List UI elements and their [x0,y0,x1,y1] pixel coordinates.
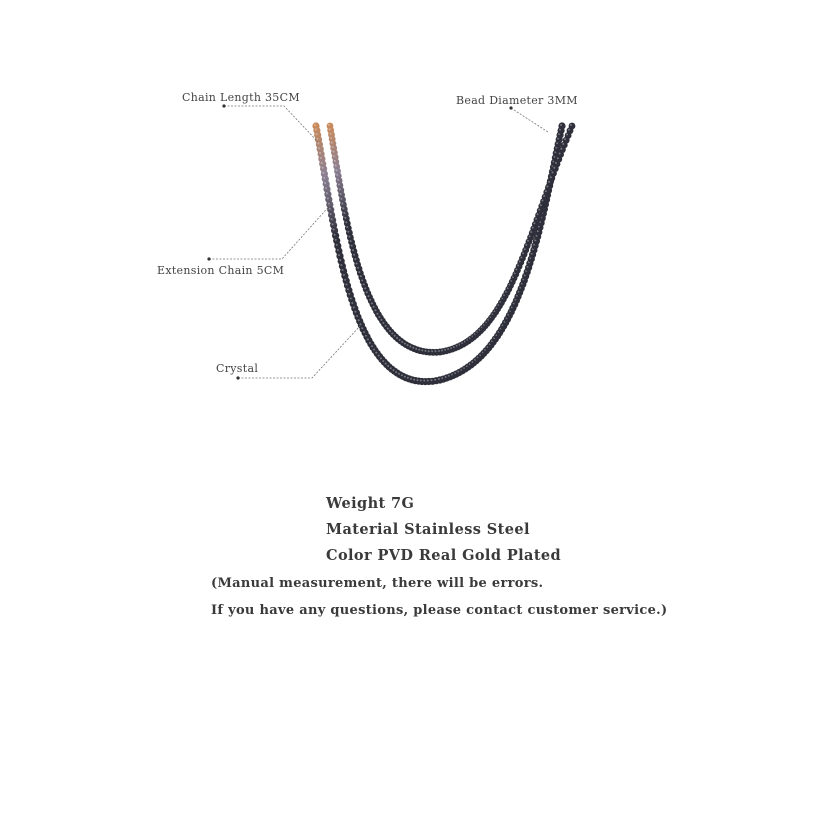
bead-highlight [330,137,332,139]
bead-highlight [341,198,343,200]
bead-highlight [427,380,429,382]
extension-chain-label: Extension Chain 5CM [157,264,285,277]
bead-highlight [385,363,387,365]
bead-highlight [396,337,398,339]
bead-highlight [321,162,323,164]
bead-highlight [373,349,375,351]
bead-highlight [340,193,342,195]
bead-highlight [335,165,337,167]
bead-highlight [391,333,393,335]
crystal-label: Crystal [216,362,259,375]
bead-highlight [346,226,348,228]
bead-highlight [332,146,334,148]
measurement-note: (Manual measurement, there will be errors. [211,576,544,591]
bead-highlight [342,207,344,209]
bead-highlight [348,236,350,238]
bead-highlight [366,291,368,293]
bead-highlight [553,167,555,169]
bead-highlight [390,367,392,369]
color-spec: Color PVD Real Gold Plated [326,547,562,564]
bead-highlight [323,177,325,179]
bead-highlight [354,258,356,260]
bead-highlight [324,182,326,184]
bead-highlight [398,373,400,375]
bead-highlight [317,138,319,140]
bead-highlight [357,267,359,269]
bead-highlight [319,152,321,154]
bead-highlight [425,350,427,352]
bead-highlight [564,138,566,140]
bead-highlight [335,239,337,241]
bead-highlight [336,244,338,246]
bead-highlight [545,190,547,192]
bead-highlight [421,349,423,351]
bead-highlight [344,279,346,281]
bead-highlight [352,249,354,251]
bead-highlight [378,355,380,357]
bead-highlight [417,379,419,381]
bead-highlight [371,345,373,347]
bead-highlight [328,203,330,205]
bead-highlight [382,322,384,324]
bead-highlight [395,371,397,373]
bead-highlight [428,350,430,352]
bead-highlight [347,231,349,233]
bead-highlight [337,179,339,181]
bead-highlight [334,234,336,236]
bead-highlight [351,245,353,247]
bead-highlight [329,128,331,130]
bead-highlight [399,339,401,341]
bead-highlight [363,283,365,285]
bead-highlight [445,376,447,378]
bead-highlight [356,263,358,265]
bead-highlight [438,378,440,380]
bead-highlight [378,316,380,318]
bead-highlight [570,124,572,126]
bead-highlight [559,153,561,155]
bead-highlight [343,274,345,276]
bead-highlight [322,167,324,169]
bead-highlight [342,269,344,271]
bead-highlight [350,298,352,300]
bead-highlight [361,327,363,329]
bead-highlight [350,240,352,242]
bead-highlight [371,302,373,304]
bead-highlight [401,374,403,376]
bead-highlight [338,254,340,256]
bead-highlight [431,379,433,381]
extension-chain-dot [207,257,210,260]
bead-highlight [555,162,557,164]
bead-highlight [341,203,343,205]
bead-highlight [339,259,341,261]
bead-highlight [393,369,395,371]
bead-highlight [566,134,568,136]
bead-highlight [344,217,346,219]
bead-highlight [325,187,327,189]
bead-highlight [376,313,378,315]
bead-highlight [413,379,415,381]
bead-highlight [322,172,324,174]
bead-highlight [360,275,362,277]
bead-highlight [568,129,570,131]
bead-highlight [339,188,341,190]
bead-highlight [382,360,384,362]
bead-highlight [438,350,440,352]
bead-highlight [380,319,382,321]
bead-highlight [387,328,389,330]
bead-highlight [336,169,338,171]
bead-highlight [441,377,443,379]
bead-highlight [546,186,548,188]
bead-highlight [363,331,365,333]
bead-highlight [333,229,335,231]
bead-highlight [354,311,356,313]
bead-highlight [435,350,437,352]
bead-highlight [318,147,320,149]
bead-highlight [409,346,411,348]
bead-highlight [358,319,360,321]
bead-highlight [537,213,539,215]
bead-highlight [367,338,369,340]
bead-highlight [562,143,564,145]
bead-highlight [364,287,366,289]
bead-highlight [412,347,414,349]
crystal-dot [236,376,239,379]
chain-length-label: Chain Length 35CM [182,91,300,104]
bead-highlight [420,380,422,382]
bead-highlight [373,306,375,308]
bead-highlight [327,197,329,199]
bead-highlight [328,124,330,126]
bead-highlight [542,200,544,202]
bead-highlight [394,335,396,337]
bead-highlight [356,315,358,317]
bead-highlight [332,223,334,225]
bead-highlight [375,352,377,354]
bead-highlight [359,323,361,325]
bead-diameter-label: Bead Diameter 3MM [456,94,578,107]
bead-highlight [320,157,322,159]
bead-highlight [407,344,409,346]
bead-highlight [330,213,332,215]
bead-highlight [552,171,554,173]
material-spec: Material Stainless Steel [326,521,530,538]
bead-highlight [434,379,436,381]
bead-highlight [348,293,350,295]
bead-highlight [560,124,562,126]
bead-highlight [560,148,562,150]
chain-length-leader [224,106,318,142]
bead-highlight [316,133,318,135]
bead-highlight [387,365,389,367]
bead-highlight [326,192,328,194]
bead-highlight [353,254,355,256]
bead-highlight [358,271,360,273]
bead-highlight [369,342,371,344]
bead-highlight [331,142,333,144]
bead-highlight [332,151,334,153]
bead-highlight [314,124,316,126]
bead-highlight [317,142,319,144]
bead-highlight [404,376,406,378]
bead-highlight [365,335,367,337]
bead-highlight [389,330,391,332]
bead [569,123,576,130]
bead-diameter-leader [511,108,548,132]
bead-highlight [333,155,335,157]
bead-highlight [346,284,348,286]
bead [558,122,565,129]
bead-highlight [410,378,412,380]
bead-highlight [351,302,353,304]
bead-highlight [557,157,559,159]
bead-highlight [334,160,336,162]
bead-highlight [418,349,420,351]
contact-note: If you have any questions, please contact customer service.) [211,603,668,618]
chain-length-dot [222,104,225,107]
bead-highlight [401,341,403,343]
bead-highlight [361,279,363,281]
bead-highlight [338,183,340,185]
bead-highlight [353,306,355,308]
bead-highlight [548,181,550,183]
bead-highlight [368,295,370,297]
bead-highlight [369,299,371,301]
bead-highlight [407,377,409,379]
bead-highlight [380,357,382,359]
bead-highlight [375,309,377,311]
bead-highlight [385,325,387,327]
bead-highlight [415,348,417,350]
bead-highlight [431,350,433,352]
weight-spec: Weight 7G [326,495,415,512]
bead-highlight [441,350,443,352]
bead-highlight [345,221,347,223]
bead-highlight [331,218,333,220]
bead-highlight [329,208,331,210]
bead-highlight [540,204,542,206]
bead-highlight [337,249,339,251]
bead-highlight [347,288,349,290]
bead-highlight [336,174,338,176]
bead-highlight [315,129,317,131]
bead-highlight [340,264,342,266]
bead-highlight [543,195,545,197]
bead-highlight [550,176,552,178]
bead-highlight [343,212,345,214]
extension-chain-leader [209,203,332,259]
bead-highlight [404,343,406,345]
bead-highlight [423,380,425,382]
bead-highlight [330,133,332,135]
